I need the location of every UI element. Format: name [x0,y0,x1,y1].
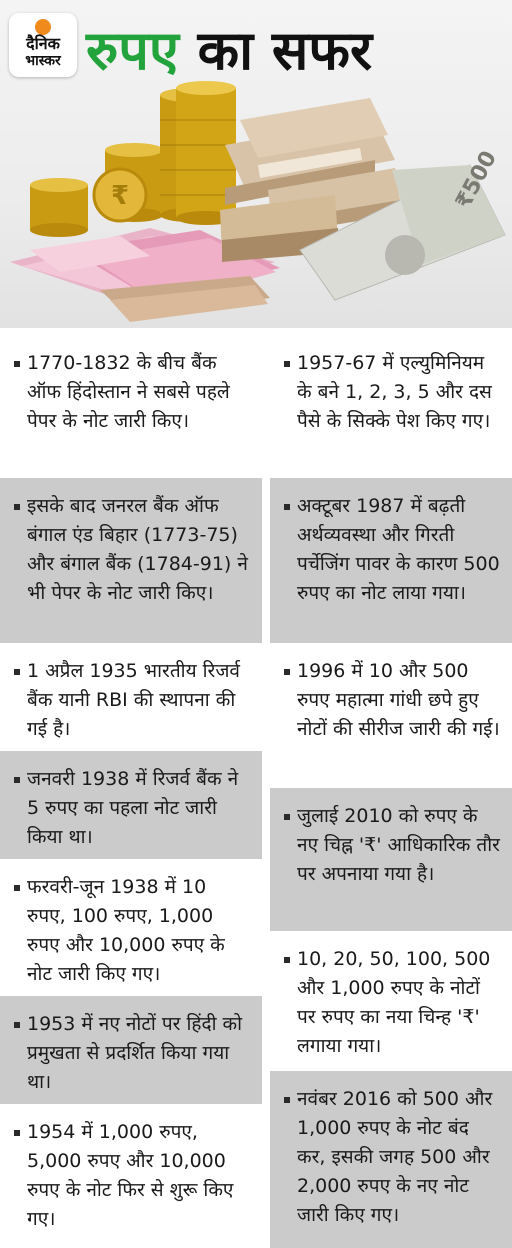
dainik-bhaskar-logo [9,13,77,77]
bullet-icon [14,1130,20,1136]
hero-banner [0,0,512,328]
timeline-text: 1770-1832 के बीच बैंक ऑफ हिंदोस्तान ने सबसे पहले पेपर के नोट जारी किए। [27,352,230,432]
timeline-text: जनवरी 1938 में रिजर्व बैंक ने 5 रुपए का पहला नोट जारी किया था। [27,768,239,848]
gold-coin-stacks [30,81,236,237]
timeline-left-item-7 [0,1104,262,1248]
timeline-right-item-4 [270,788,512,931]
bullet-icon [14,1022,20,1028]
bullet-icon [284,504,290,510]
bullet-icon [284,361,290,367]
timeline-right-item-1 [270,335,512,478]
timeline-text: 1996 में 10 और 500 रुपए महात्मा गांधी छपे हुए नोटों की सीरीज जारी की गई। [297,660,500,740]
bullet-icon [14,361,20,367]
bullet-icon [14,885,20,891]
timeline-text: 10, 20, 50, 100, 500 और 1,000 रुपए के नोटों पर रुपए का नया चिन्ह '₹' लगाया गया। [297,948,491,1057]
bullet-icon [14,669,20,675]
title-word-journey: का सफर [197,19,373,82]
timeline-text: अक्टूबर 1987 में बढ़ती अर्थव्यवस्था और गिरती पर्चेजिंग पावर के कारण 500 रुपए का नोट लाया गया। [297,495,500,604]
page-title [86,16,506,86]
timeline-text: इसके बाद जनरल बैंक ऑफ बंगाल एंड बिहार (1773-75) और बंगाल बैंक (1784-91) ने भी पेपर के नोट जारी किए। [27,495,248,604]
svg-text:₹500: ₹500 [451,147,503,213]
timeline-text: 1953 में नए नोटों पर हिंदी को प्रमुखता से प्रदर्शित किया गया था। [27,1013,243,1093]
timeline-left-item-2 [0,478,262,643]
logo-sun-dot [35,19,51,35]
timeline-left-item-6 [0,996,262,1104]
bullet-icon [284,669,290,675]
timeline-text: 1 अप्रैल 1935 भारतीय रिजर्व बैंक यानी RBI की स्थापना की गई है। [27,660,240,740]
timeline-text: नवंबर 2016 को 500 और 1,000 रुपए के नोट बंद कर, इसकी जगह 500 और 2,000 रुपए के नए नोट जारी किए गए। [297,1088,493,1226]
bullet-icon [284,1097,290,1103]
logo-text-line2: भास्कर [25,53,61,69]
timeline-right-item-6 [270,1071,512,1248]
bullet-icon [284,957,290,963]
bullet-icon [14,777,20,783]
timeline-right-item-3 [270,643,512,788]
logo-text-line1: दैनिक [26,34,60,53]
timeline-right-item-2 [270,478,512,643]
timeline-text: जुलाई 2010 को रुपए के नए चिह्न '₹' आधिकारिक तौर पर अपनाया गया है। [297,805,500,885]
title-word-rupee: रुपए [86,19,179,82]
timeline-left-item-1 [0,335,262,478]
svg-text:₹: ₹ [110,181,130,211]
bullet-icon [14,504,20,510]
timeline-left-item-5 [0,859,262,996]
timeline-right-item-5 [270,931,512,1071]
timeline-left-item-3 [0,643,262,751]
timeline-text: फरवरी-जून 1938 में 10 रुपए, 100 रुपए, 1,000 रुपए और 10,000 रुपए के नोट जारी किए गए। [27,876,225,985]
timeline-left-item-4 [0,751,262,859]
timeline-text: 1957-67 में एल्युमिनियम के बने 1, 2, 3, 5 और दस पैसे के सिक्के पेश किए गए। [297,352,492,432]
bullet-icon [284,814,290,820]
timeline-text: 1954 में 1,000 रुपए, 5,000 रुपए और 10,000 रुपए के नोट फिर से शुरू किए गए। [27,1121,234,1230]
